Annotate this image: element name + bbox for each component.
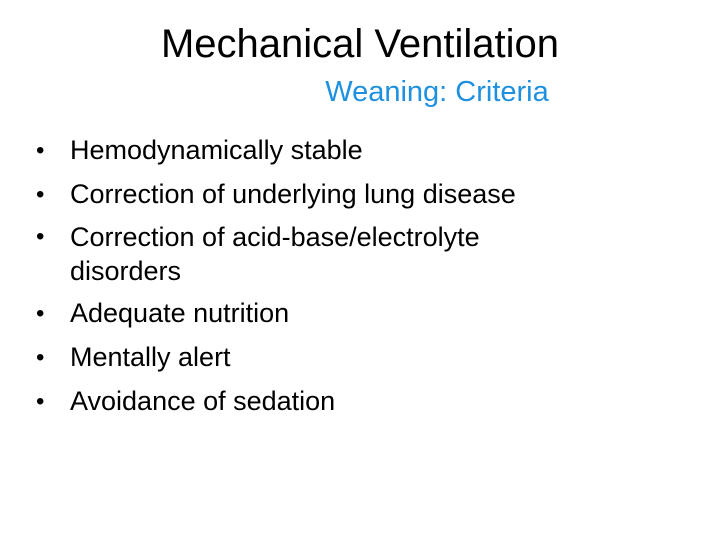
bullet-icon: • xyxy=(36,388,45,415)
list-item xyxy=(36,132,676,169)
slide-title: Mechanical Ventilation xyxy=(160,22,560,66)
bullet-text: Mentally alert xyxy=(70,342,231,372)
slide-subtitle: Weaning: Criteria xyxy=(325,76,549,108)
bullet-text: Correction of underlying lung disease xyxy=(70,179,516,209)
bullet-icon: • xyxy=(36,223,45,250)
bullet-icon: • xyxy=(36,300,45,327)
bullet-icon: • xyxy=(36,137,45,164)
bullet-text: Hemodynamically stable xyxy=(70,135,363,165)
bullet-list xyxy=(36,132,676,427)
list-item xyxy=(36,339,676,376)
list-item xyxy=(36,220,570,288)
bullet-icon: • xyxy=(36,181,45,208)
list-item xyxy=(36,176,676,213)
bullet-icon: • xyxy=(36,344,45,371)
list-item xyxy=(36,383,676,420)
list-item xyxy=(36,295,676,332)
bullet-text: Correction of acid-base/electrolyte disorders xyxy=(70,222,480,286)
bullet-text: Adequate nutrition xyxy=(70,298,290,328)
bullet-text: Avoidance of sedation xyxy=(70,386,336,416)
